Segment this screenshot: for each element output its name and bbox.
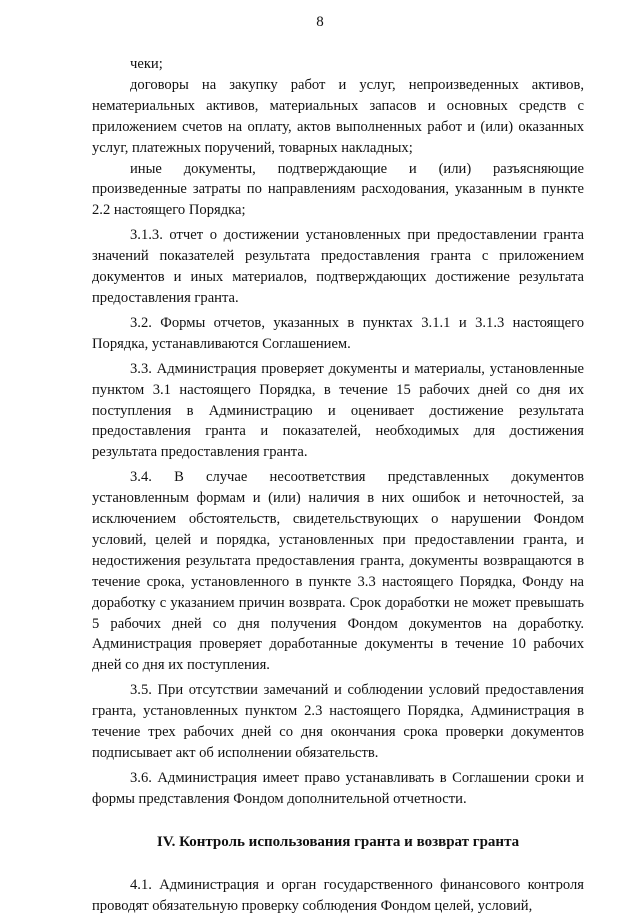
paragraph-3-4: 3.4. В случае несоответствия представленных документов установленным формам и (или) наличия в них ошибок и неточностей, за исключением обстоятельств, свидетельствующих о нарушении Фондом условий, целей и порядка, установленных при предоставлении гранта, и недостижения результата предоставления гранта, документы возвращаются в течение срока, установленного в пункте 3.3 настоящего Порядка, Фонду на доработку с указанием причин возврата. Срок доработки не может превышать 5 рабочих дней со дня получения Фондом документов на доработку. Администрация проверяет доработанные документы в течение 10 рабочих дней со дня их поступления. [92,469,584,674]
document-body [92,54,584,917]
paragraph-contracts: договоры на закупку работ и услуг, непроизведенных активов, нематериальных активов, материальных запасов и основных средств с приложением счетов на оплату, актов выполненных работ и (или) оказанных услуг, платежных поручений, товарных накладных; [92,76,584,156]
paragraph-checks: чеки; [130,56,163,72]
paragraph-other-documents: иные документы, подтверждающие и (или) разъясняющие произведенные затраты по направлениям расходования, указанным в пункте 2.2 настоящего Порядка; [92,160,584,219]
paragraph-3-3: 3.3. Администрация проверяет документы и материалы, установленные пунктом 3.1 настоящего Порядка, в течение 15 рабочих дней со дня их поступления в Администрацию и оценивает достижение результата предоставления гранта и показателей, необходимых для достижения результата предоставления гранта. [92,360,584,461]
paragraph-3-5: 3.5. При отсутствии замечаний и соблюдении условий предоставления гранта, установленных пунктом 2.3 настоящего Порядка, Администрация в течение трех рабочих дней со дня окончания срока проверки документов подписывает акт об исполнении обязательств. [92,682,584,761]
section-heading: IV. Контроль использования гранта и возврат гранта [156,833,520,850]
paragraph-4-1: 4.1. Администрация и орган государственного финансового контроля проводят обязательную проверку соблюдения Фондом целей, условий, [92,876,584,914]
paragraph-3-1-3: 3.1.3. отчет о достижении установленных при предоставлении гранта значений показателей результата предоставления гранта с приложением документов и иных материалов, подтверждающих достижение результата предоставления гранта. [92,227,584,306]
paragraph-3-2: 3.2. Формы отчетов, указанных в пунктах 3.1.1 и 3.1.3 настоящего Порядка, устанавливаются Соглашением. [92,314,584,352]
page-number: 8 [316,14,324,30]
paragraph-3-6: 3.6. Администрация имеет право устанавливать в Соглашении сроки и формы представления Фондом дополнительной отчетности. [92,769,584,807]
